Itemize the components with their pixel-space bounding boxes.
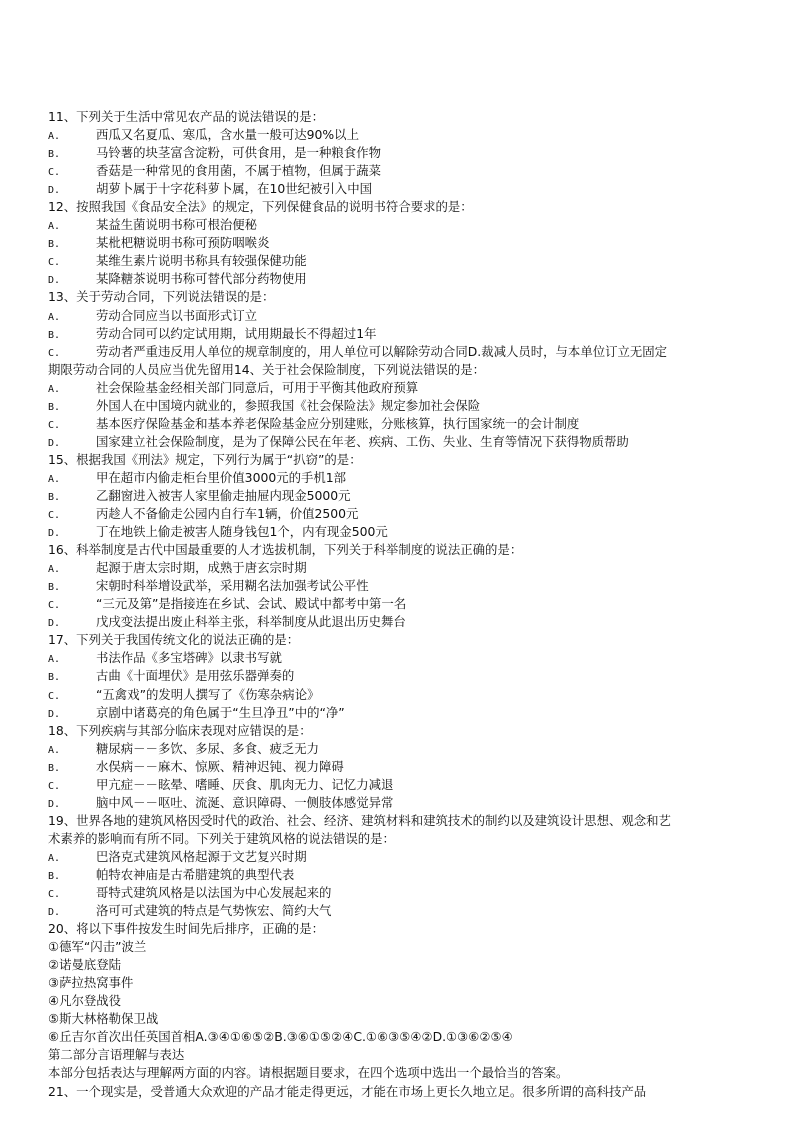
option-line bbox=[48, 487, 748, 505]
option-text: 劳动合同应当以书面形式订立 bbox=[96, 307, 258, 323]
option-line bbox=[48, 180, 748, 198]
text-line: 19、世界各地的建筑风格因受时代的政治、社会、经济、建筑材料和建筑技术的制约以及建筑设计思想、观念和艺 bbox=[48, 812, 671, 828]
option-label: B. bbox=[48, 239, 61, 251]
text-line: ⑥丘吉尔首次出任英国首相A.③④①⑥⑤②B.③⑥①⑤②④C.①⑥③⑤④②D.①③⑥②⑤④ bbox=[48, 1029, 513, 1045]
text-line: 术素养的影响而有所不同。下列关于建筑风格的说法错误的是： bbox=[48, 830, 395, 846]
option-line bbox=[48, 469, 748, 487]
option-line bbox=[48, 397, 748, 415]
option-label: A. bbox=[48, 473, 61, 485]
option-label: A. bbox=[48, 564, 61, 576]
option-label: D. bbox=[48, 907, 61, 919]
document-page bbox=[48, 108, 748, 1101]
text-line: 本部分包括表达与理解两方面的内容。请根据题目要求，在四个选项中选出一个最恰当的答案。 bbox=[48, 1065, 569, 1081]
option-line bbox=[48, 234, 748, 252]
option-text: 戊戌变法提出废止科举主张，科举制度从此退出历史舞台 bbox=[96, 614, 406, 630]
option-text: “五禽戏”的发明人撰写了《伤寒杂病论》 bbox=[96, 686, 320, 702]
option-text: 劳动合同可以约定试用期，试用期最长不得超过1年 bbox=[96, 325, 377, 341]
option-label: D. bbox=[48, 275, 61, 287]
option-line bbox=[48, 126, 748, 144]
option-line bbox=[48, 433, 748, 451]
option-text: 西瓜又名夏瓜、寒瓜，含水量一般可达90%以上 bbox=[96, 127, 359, 143]
option-line bbox=[48, 776, 748, 794]
option-label: C. bbox=[48, 780, 61, 792]
option-text: 国家建立社会保险制度，是为了保障公民在年老、疾病、工伤、失业、生育等情况下获得物质帮助 bbox=[96, 433, 629, 449]
option-text: 丁在地铁上偷走被害人随身钱包1个，内有现金500元 bbox=[96, 524, 388, 540]
option-line bbox=[48, 667, 748, 685]
option-label: D. bbox=[48, 528, 61, 540]
option-line bbox=[48, 379, 748, 397]
text-line: 15、根据我国《刑法》规定，下列行为属于“扒窃”的是： bbox=[48, 451, 362, 467]
text-line: 13、关于劳动合同，下列说法错误的是： bbox=[48, 289, 275, 305]
option-label: B. bbox=[48, 870, 61, 882]
text-line: 17、下列关于我国传统文化的说法正确的是： bbox=[48, 632, 300, 648]
option-text: 某益生菌说明书称可根治便秘 bbox=[96, 217, 258, 233]
option-text: 外国人在中国境内就业的，参照我国《社会保险法》规定参加社会保险 bbox=[96, 397, 481, 413]
option-text: 胡萝卜属于十字花科萝卜属，在10世纪被引入中国 bbox=[96, 181, 372, 197]
option-line bbox=[48, 686, 748, 704]
option-text: 书法作品《多宝塔碑》以隶书写就 bbox=[96, 650, 282, 666]
option-label: B. bbox=[48, 149, 61, 161]
option-label: C. bbox=[48, 419, 61, 431]
option-line bbox=[48, 866, 748, 884]
option-text: 乙翻窗进入被害人家里偷走抽屉内现金5000元 bbox=[96, 487, 351, 503]
text-line: ⑤斯大林格勒保卫战 bbox=[48, 1011, 159, 1027]
option-line bbox=[48, 884, 748, 902]
option-label: A. bbox=[48, 131, 61, 143]
option-line bbox=[48, 577, 748, 595]
option-text: 甲亢症－－眩晕、嗜睡、厌食、肌肉无力、记忆力减退 bbox=[96, 776, 394, 792]
option-label: C. bbox=[48, 167, 61, 179]
option-line bbox=[48, 270, 748, 288]
option-text: 某维生素片说明书称具有较强保健功能 bbox=[96, 253, 307, 269]
option-text: 帕特农神庙是古希腊建筑的典型代表 bbox=[96, 866, 295, 882]
text-line: 18、下列疾病与其部分临床表现对应错误的是： bbox=[48, 722, 312, 738]
option-text: 香菇是一种常见的食用菌，不属于植物，但属于蔬菜 bbox=[96, 163, 381, 179]
option-text: 起源于唐太宗时期，成熟于唐玄宗时期 bbox=[96, 560, 307, 576]
text-line: ④凡尔登战役 bbox=[48, 993, 122, 1009]
option-label: D. bbox=[48, 437, 61, 449]
text-line: ③萨拉热窝事件 bbox=[48, 975, 134, 991]
text-line: 第二部分言语理解与表达 bbox=[48, 1047, 185, 1063]
option-label: A. bbox=[48, 221, 61, 233]
option-line bbox=[48, 307, 748, 325]
option-text: 宋朝时科举增设武举，采用糊名法加强考试公平性 bbox=[96, 578, 369, 594]
option-text: 糖尿病－－多饮、多尿、多食、疲乏无力 bbox=[96, 740, 320, 756]
option-line bbox=[48, 162, 748, 180]
option-text: 巴洛克式建筑风格起源于文艺复兴时期 bbox=[96, 848, 307, 864]
option-text: 丙趁人不备偷走公园内自行车1辆，价值2500元 bbox=[96, 506, 359, 522]
option-line bbox=[48, 902, 748, 920]
option-text: 社会保险基金经相关部门同意后，可用于平衡其他政府预算 bbox=[96, 379, 419, 395]
option-line bbox=[48, 415, 748, 433]
option-line bbox=[48, 216, 748, 234]
option-line bbox=[48, 325, 748, 343]
option-text: 古曲《十面埋伏》是用弦乐器弹奏的 bbox=[96, 668, 295, 684]
text-line: 16、科举制度是古代中国最重要的人才选拔机制，下列关于科举制度的说法正确的是： bbox=[48, 542, 523, 558]
option-label: B. bbox=[48, 329, 61, 341]
option-label: D. bbox=[48, 798, 61, 810]
option-text: “三元及第”是指接连在乡试、会试、殿试中都考中第一名 bbox=[96, 596, 407, 612]
option-text: 某枇杷糖说明书称可预防咽喉炎 bbox=[96, 235, 270, 251]
option-text: 洛可可式建筑的特点是气势恢宏、简约大气 bbox=[96, 903, 332, 919]
option-label: C. bbox=[48, 510, 61, 522]
option-line bbox=[48, 794, 748, 812]
option-label: A. bbox=[48, 383, 61, 395]
text-line: 21、一个现实是，受普通大众欢迎的产品才能走得更远，才能在市场上更长久地立足。很多所谓的高科技产品 bbox=[48, 1083, 647, 1099]
option-label: A. bbox=[48, 311, 61, 323]
option-text: 某降糖茶说明书称可替代部分药物使用 bbox=[96, 271, 307, 287]
text-line: 期限劳动合同的人员应当优先留用14、关于社会保险制度，下列说法错误的是： bbox=[48, 361, 486, 377]
option-label: A. bbox=[48, 852, 61, 864]
option-label: D. bbox=[48, 185, 61, 197]
option-label: B. bbox=[48, 672, 61, 684]
option-label: D. bbox=[48, 618, 61, 630]
text-line: 20、将以下事件按发生时间先后排序，正确的是： bbox=[48, 921, 324, 937]
option-label: A. bbox=[48, 654, 61, 666]
option-label: B. bbox=[48, 762, 61, 774]
option-line bbox=[48, 252, 748, 270]
option-text: 马铃薯的块茎富含淀粉，可供食用，是一种粮食作物 bbox=[96, 145, 381, 161]
option-line bbox=[48, 848, 748, 866]
option-label: B. bbox=[48, 491, 61, 503]
option-label: C. bbox=[48, 347, 61, 359]
option-line bbox=[48, 505, 748, 523]
option-text: 脑中风－－呕吐、流涎、意识障碍、一侧肢体感觉异常 bbox=[96, 794, 394, 810]
option-line bbox=[48, 523, 748, 541]
option-line bbox=[48, 144, 748, 162]
text-line: ②诺曼底登陆 bbox=[48, 957, 122, 973]
option-text: 基本医疗保险基金和基本养老保险基金应分别建账，分账核算，执行国家统一的会计制度 bbox=[96, 415, 580, 431]
option-label: C. bbox=[48, 690, 61, 702]
text-line: ①德军“闪击”波兰 bbox=[48, 939, 147, 955]
option-text: 水俣病－－麻木、惊厥、精神迟钝、视力障碍 bbox=[96, 758, 344, 774]
option-line bbox=[48, 704, 748, 722]
option-label: C. bbox=[48, 257, 61, 269]
option-text: 哥特式建筑风格是以法国为中心发展起来的 bbox=[96, 885, 332, 901]
option-line bbox=[48, 343, 748, 361]
option-line bbox=[48, 613, 748, 631]
option-line bbox=[48, 758, 748, 776]
option-line bbox=[48, 595, 748, 613]
option-line bbox=[48, 559, 748, 577]
option-text: 劳动者严重违反用人单位的规章制度的，用人单位可以解除劳动合同D.裁减人员时，与本单位订立无固定 bbox=[96, 343, 668, 359]
option-label: C. bbox=[48, 600, 61, 612]
option-line bbox=[48, 740, 748, 758]
option-label: B. bbox=[48, 582, 61, 594]
option-text: 甲在超市内偷走柜台里价值3000元的手机1部 bbox=[96, 469, 347, 485]
option-text: 京剧中诸葛亮的角色属于“生旦净丑”中的“净” bbox=[96, 704, 345, 720]
option-label: C. bbox=[48, 889, 61, 901]
text-line: 11、下列关于生活中常见农产品的说法错误的是： bbox=[48, 109, 324, 124]
option-label: A. bbox=[48, 744, 61, 756]
option-label: D. bbox=[48, 708, 61, 720]
option-label: B. bbox=[48, 401, 61, 413]
option-line bbox=[48, 649, 748, 667]
text-line: 12、按照我国《食品安全法》的规定，下列保健食品的说明书符合要求的是： bbox=[48, 199, 473, 215]
